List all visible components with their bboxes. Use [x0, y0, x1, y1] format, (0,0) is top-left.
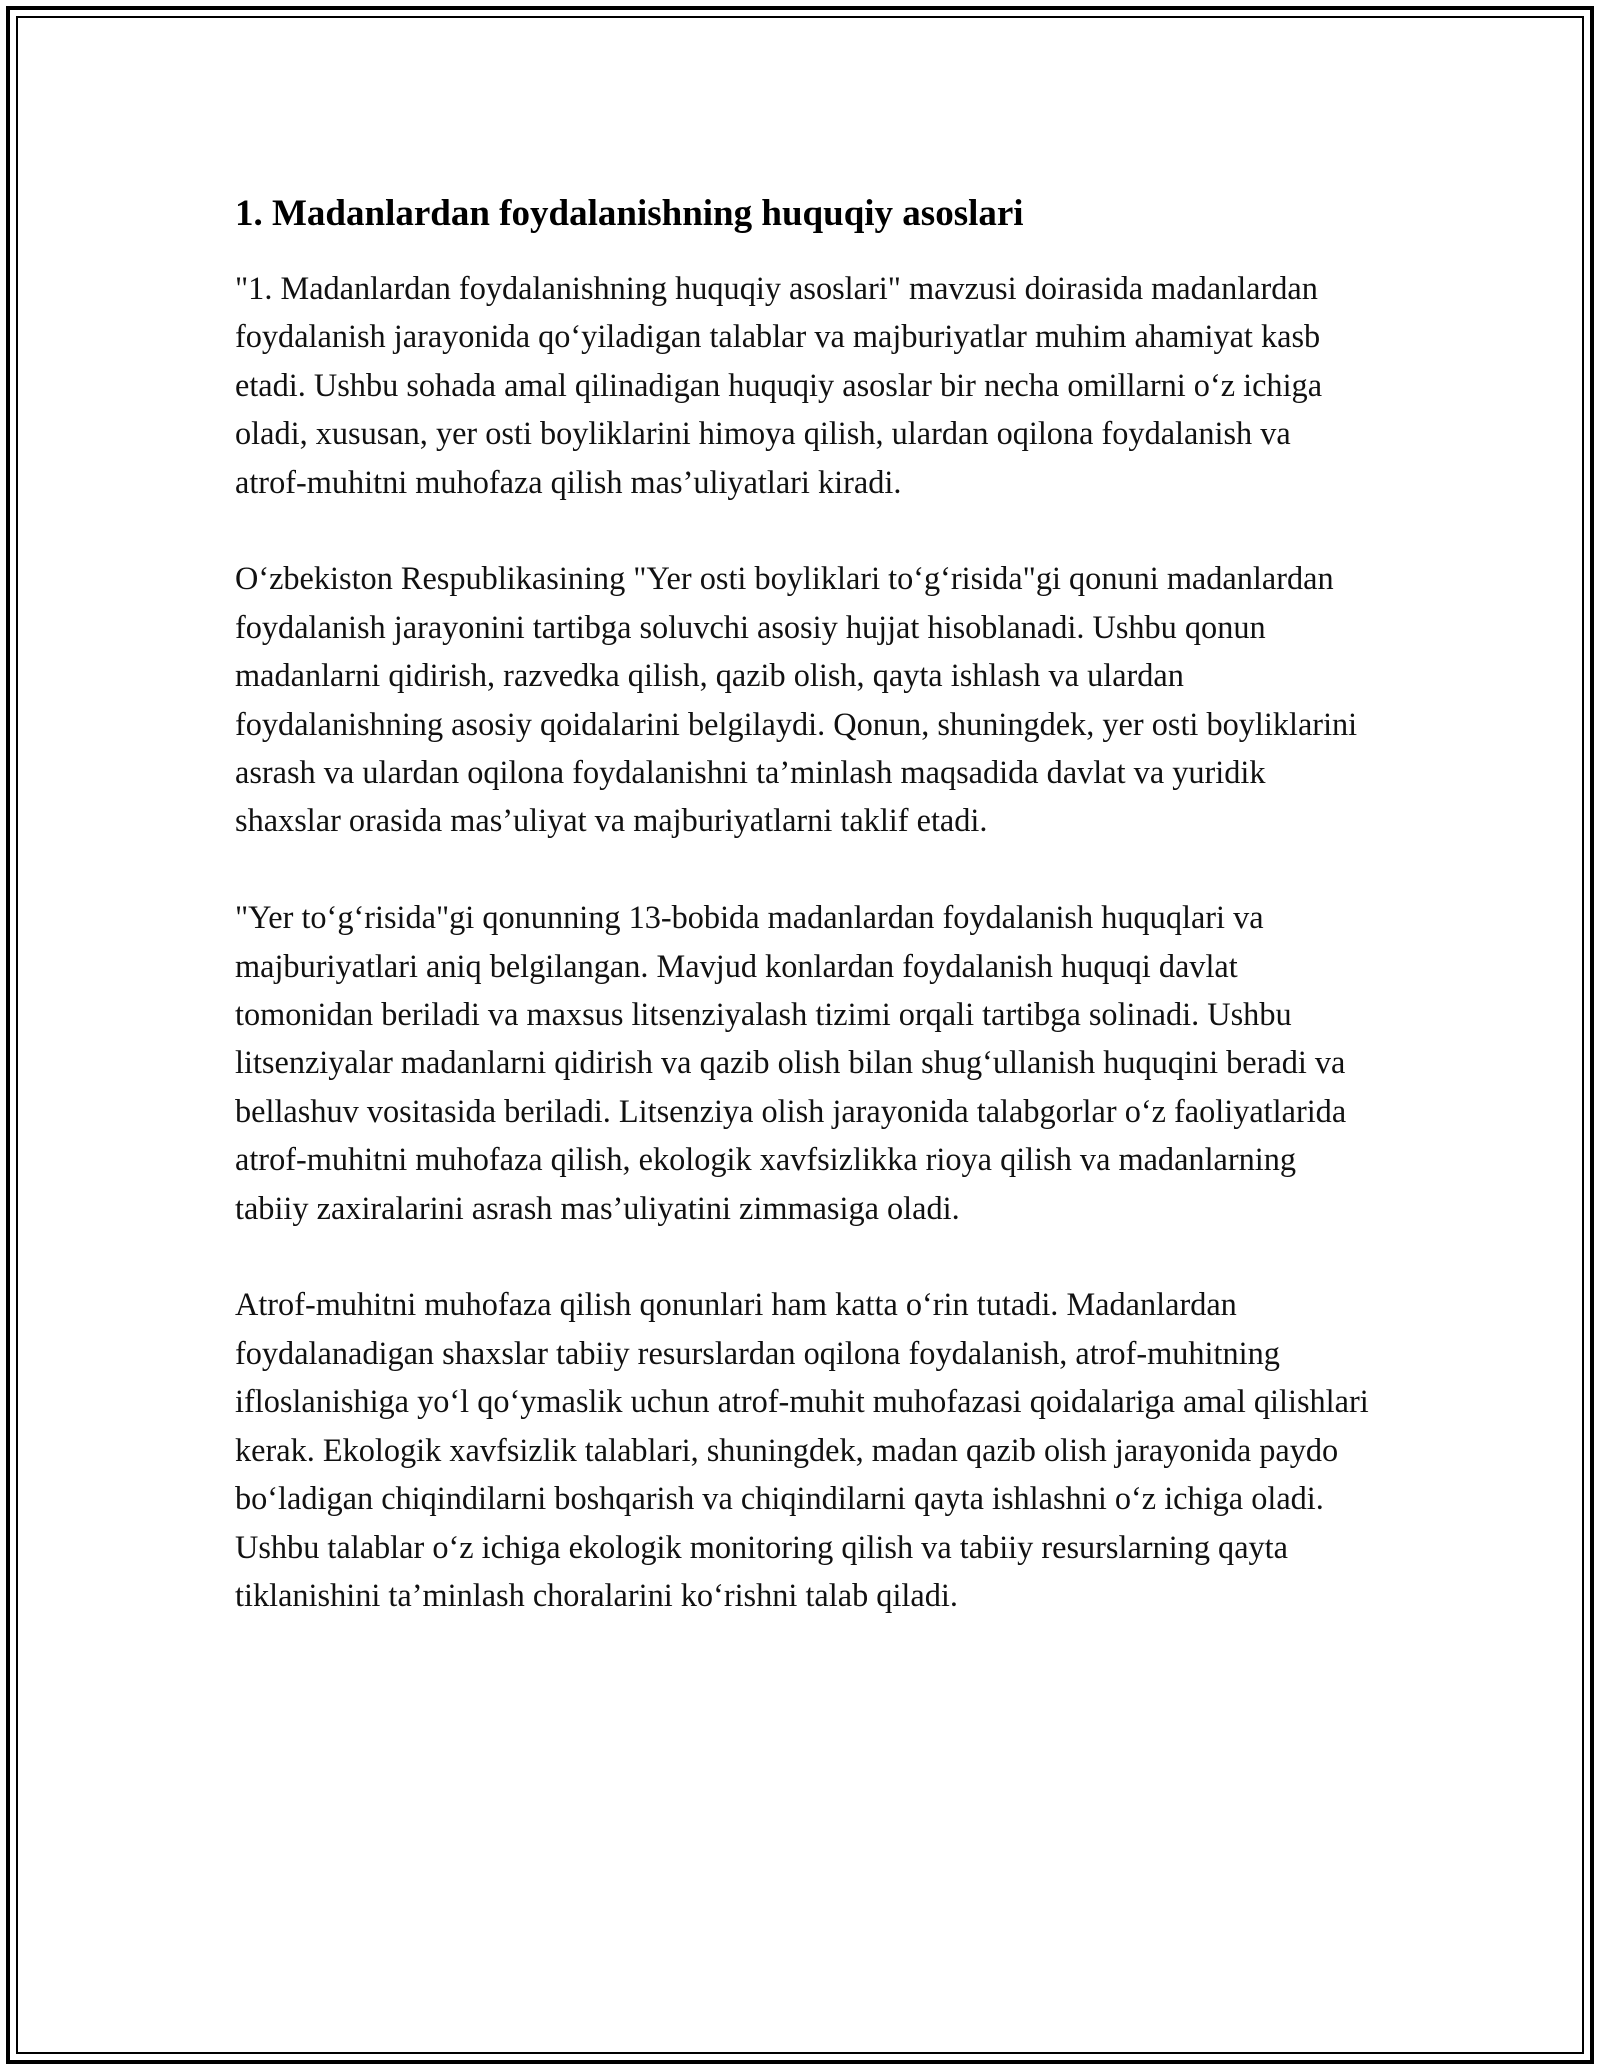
paragraph-3: "Yer to‘g‘risida"gi qonunning 13-bobida madanlardan foydalanish huquqlari va majburiyatlari aniq belgilangan. Mavjud konlardan foydalanish huquqi davlat tomonidan beriladi va maxsus litsenziyalash tizimi orqali tartibga solinadi. Ushbu litsenziyalar madanlarni qidirish va qazib olish bilan shug‘ullanish huquqini beradi va bellashuv vositasida beriladi. Litsenziya olish jarayonida talabgorlar o‘z faoliyatlarida atrof-muhitni muhofaza qilish, ekologik xavfsizlikka rioya qilish va madanlarning tabiiy zaxiralarini asrash mas’uliyatini zimmasiga oladi.: [235, 899, 1347, 1226]
paragraph-2: O‘zbekiston Respublikasining "Yer osti boyliklari to‘g‘risida"gi qonuni madanlardan foydalanish jarayonini tartibga soluvchi asosiy hujjat hisoblanadi. Ushbu qonun madanlarni qidirish, razvedka qilish, qazib olish, qayta ishlash va ulardan foydalanishning asosiy qoidalarini belgilaydi. Qonun, shuningdek, yer osti boyliklarini asrash va ulardan oqilona foydalanishni ta’minlash maqsadida davlat va yuridik shaxslar orasida mas’uliyat va majburiyatlarni taklif etadi.: [235, 560, 1358, 839]
paragraph-1: "1. Madanlardan foydalanishning huquqiy asoslari" mavzusi doirasida madanlardan foydalanish jarayonida qo‘yiladigan talablar va majburiyatlar muhim ahamiyat kasb etadi. Ushbu sohada amal qilinadigan huquqiy asoslar bir necha omillarni o‘z ichiga oladi, xususan, yer osti boyliklarini himoya qilish, ulardan oqilona foydalanish va atrof-muhitni muhofaza qilish mas’uliyatlari kiradi.: [235, 270, 1323, 500]
document-heading: 1. Madanlardan foydalanishning huquqiy asoslari: [235, 193, 1024, 234]
paragraph-4: Atrof-muhitni muhofaza qilish qonunlari ham katta o‘rin tutadi. Madanlardan foydalanadigan shaxslar tabiiy resurslardan oqilona foydalanish, atrof-muhitning ifloslanishiga yo‘l qo‘ymaslik uchun atrof-muhit muhofazasi qoidalariga amal qilishlari kerak. Ekologik xavfsizlik talablari, shuningdek, madan qazib olish jarayonida paydo bo‘ladigan chiqindilarni boshqarish va chiqindilarni qayta ishlashni o‘z ichiga oladi. Ushbu talablar o‘z ichiga ekologik monitoring qilish va tabiiy resurslarning qayta tiklanishini ta’minlash choralarini ko‘rishni talab qiladi.: [235, 1286, 1369, 1613]
document-body: [235, 186, 1370, 1668]
